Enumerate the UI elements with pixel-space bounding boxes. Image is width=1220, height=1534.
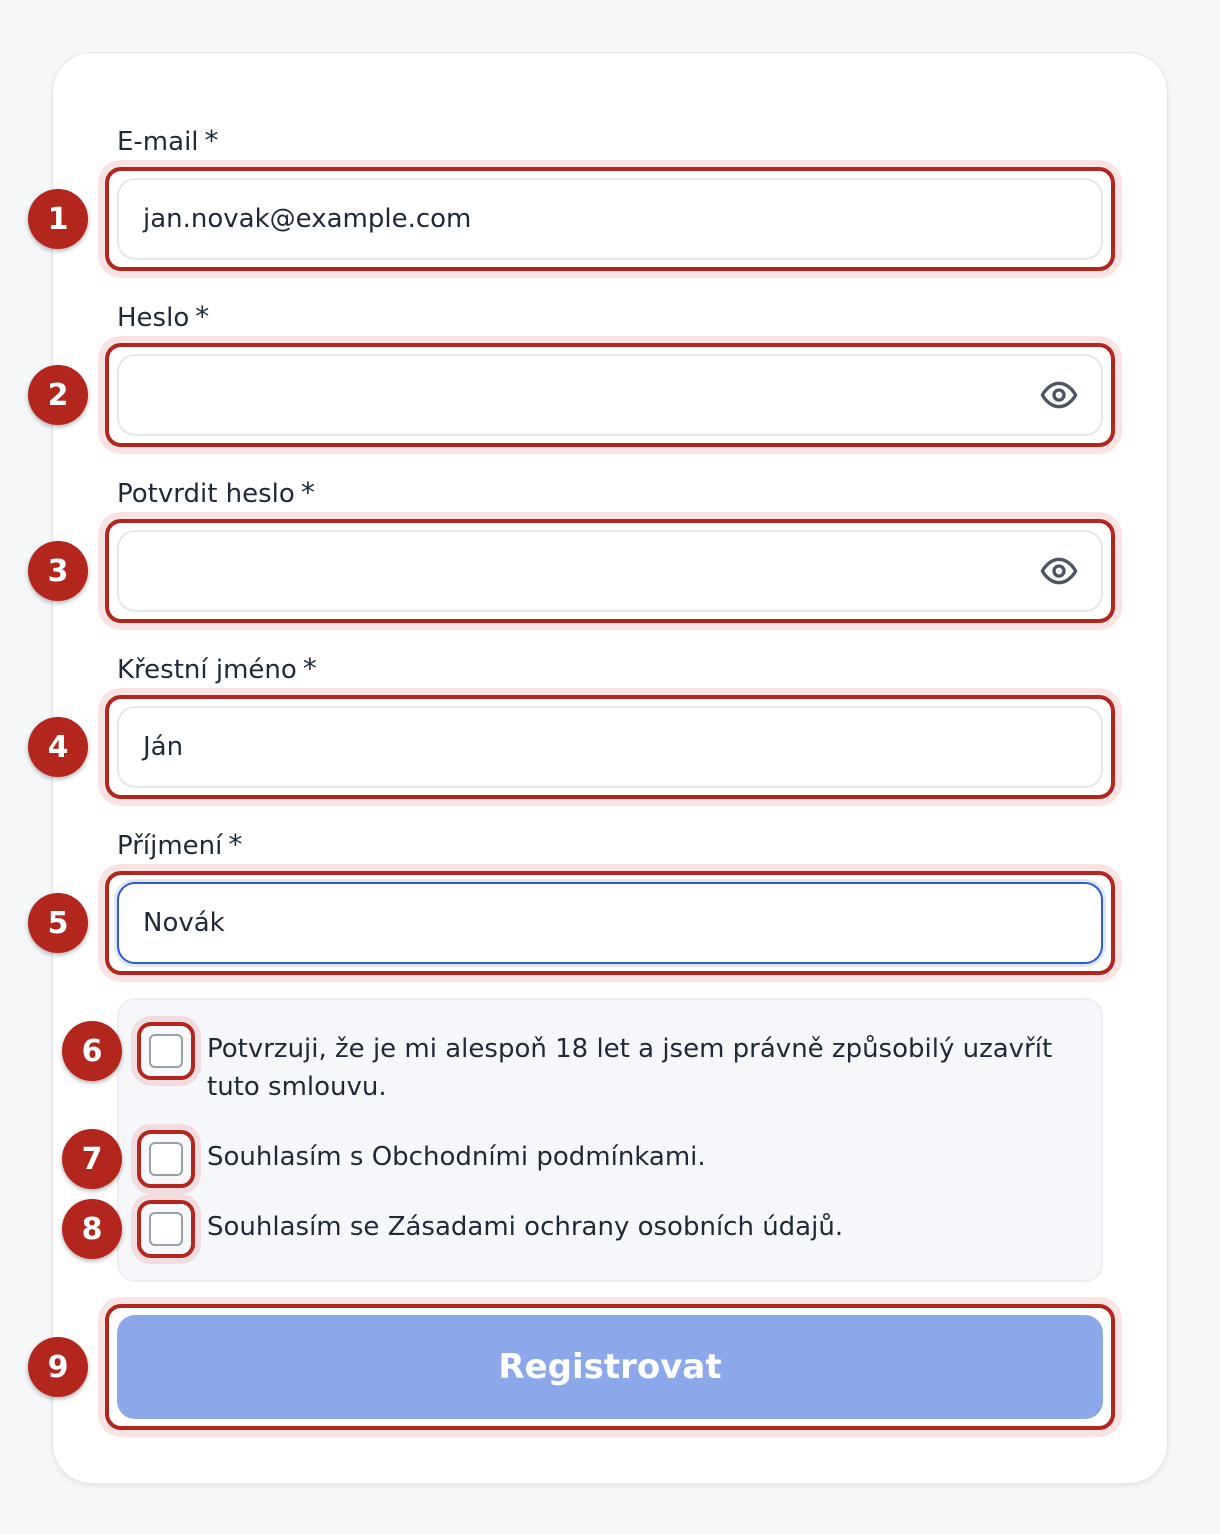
first-name-label: Křestní jméno * bbox=[117, 652, 317, 685]
email-label: E-mail * bbox=[117, 124, 219, 157]
annotation-badge-1: 1 bbox=[28, 189, 88, 249]
annotation-badge-5: 5 bbox=[28, 893, 88, 953]
confirm-password-label: Potvrdit heslo * bbox=[117, 476, 315, 509]
annotation-badge-7: 7 bbox=[62, 1129, 122, 1189]
annotation-badge-3: 3 bbox=[28, 541, 88, 601]
last-name-label: Příjmení * bbox=[117, 828, 243, 861]
eye-icon[interactable] bbox=[1039, 375, 1079, 415]
eye-icon[interactable] bbox=[1039, 551, 1079, 591]
terms-consent-label[interactable]: Souhlasím s Obchodními podmínkami. bbox=[207, 1142, 706, 1172]
confirm-password-input[interactable] bbox=[117, 530, 1103, 612]
annotation-badge-4: 4 bbox=[28, 717, 88, 777]
privacy-consent-label[interactable]: Souhlasím se Zásadami ochrany osobních údajů. bbox=[207, 1212, 844, 1242]
annotation-badge-2: 2 bbox=[28, 365, 88, 425]
annotation-badge-8: 8 bbox=[62, 1199, 122, 1259]
terms-consent-checkbox[interactable] bbox=[149, 1142, 183, 1176]
register-button[interactable]: Registrovat bbox=[117, 1315, 1103, 1419]
age-consent-label[interactable]: Potvrzuji, že je mi alespoň 18 let a jsem právně způsobilý uzavřít tuto smlouvu. bbox=[207, 1034, 1053, 1102]
last-name-input[interactable]: Novák bbox=[117, 882, 1103, 964]
annotation-badge-9: 9 bbox=[28, 1337, 88, 1397]
annotation-badge-6: 6 bbox=[62, 1021, 122, 1081]
first-name-input[interactable]: Ján bbox=[117, 706, 1103, 788]
age-consent-checkbox[interactable] bbox=[149, 1034, 183, 1068]
email-input[interactable]: jan.novak@example.com bbox=[117, 178, 1103, 260]
password-label: Heslo * bbox=[117, 300, 210, 333]
privacy-consent-checkbox[interactable] bbox=[149, 1212, 183, 1246]
password-input[interactable] bbox=[117, 354, 1103, 436]
